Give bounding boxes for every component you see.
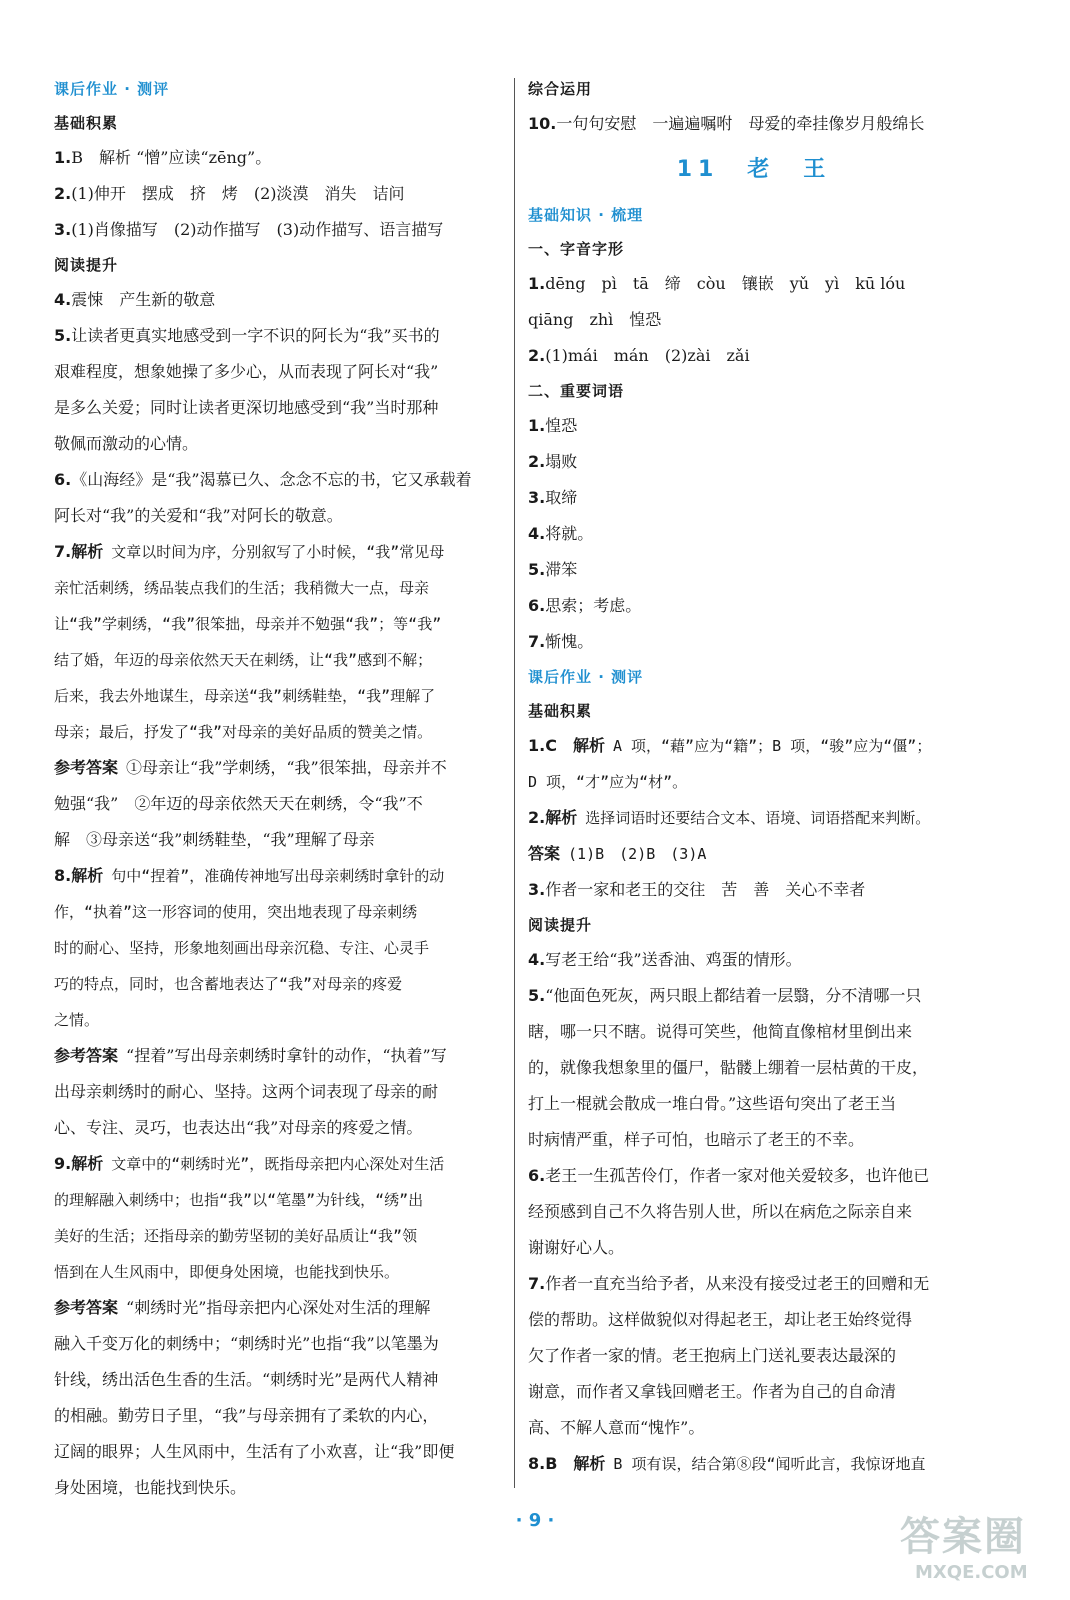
answer-item — [54, 212, 502, 248]
item-text: A 项，“藉”应为“籍”；B 项，“骏”应为“僵”； — [612, 737, 932, 755]
page-number: · 9 · — [515, 1510, 555, 1531]
answer-item — [54, 318, 502, 354]
text-line — [54, 930, 502, 966]
item-text: 的，就像我想象里的僵尸，骷髅上绷着一层枯黄的干皮， — [528, 1058, 929, 1077]
text-line — [528, 1374, 980, 1410]
lesson-title: 11 老 王 — [676, 157, 832, 182]
item-text: 针线，绣出活色生香的生活。“刺绣时光”是两代人精神 — [54, 1370, 439, 1389]
answer-item — [54, 282, 502, 318]
answer-item — [528, 266, 980, 302]
item-text: 融入千变万化的刺绣中；“刺绣时光”也指“我”以笔墨为 — [54, 1334, 439, 1353]
left-column — [54, 72, 502, 1506]
item-text: 出母亲刺绣时的耐心、坚持。这两个词表现了母亲的耐 — [54, 1082, 439, 1101]
item-number: 3. — [528, 880, 546, 899]
text-line — [528, 1086, 980, 1122]
answer-item — [528, 978, 980, 1014]
text-line — [528, 1230, 980, 1266]
item-number: 1. — [528, 416, 546, 435]
text-line — [54, 498, 502, 534]
text-line — [54, 1398, 502, 1434]
text-line — [528, 1302, 980, 1338]
item-text: 的相融。勤劳日子里，“我”与母亲拥有了柔软的内心， — [54, 1406, 439, 1425]
answer-item — [528, 106, 980, 142]
item-text: 惶恐 — [545, 416, 578, 435]
answer-item — [528, 552, 980, 588]
item-text: 塌败 — [545, 452, 578, 471]
item-text: 时的耐心、坚持，形象地刻画出母亲沉稳、专注、心灵手 — [54, 939, 430, 957]
item-text: 惭愧。 — [545, 632, 594, 651]
text-line — [54, 966, 502, 1002]
item-number: 1. — [54, 148, 72, 167]
item-text: 作，“执着”这一形容词的使用，突出地表现了母亲刺绣 — [54, 903, 418, 921]
item-label: 答案 — [528, 844, 561, 863]
item-number: 9. — [54, 1154, 72, 1173]
text-line — [54, 1182, 502, 1218]
section-heading: 基础知识 · 梳理 — [528, 206, 644, 224]
item-text: D 项，“才”应为“材”。 — [528, 773, 688, 791]
answer-item — [528, 1158, 980, 1194]
text-line — [54, 1326, 502, 1362]
item-text: 打上一棍就会散成一堆白骨。”这些语句突出了老王当 — [528, 1094, 897, 1113]
text-line — [528, 302, 980, 338]
item-text: 经预感到自己不久将告别人世，所以在病危之际亲自来 — [528, 1202, 913, 1221]
item-text: 文章中的“刺绣时光”，既指母亲把内心深处对生活 — [111, 1155, 445, 1173]
item-text: 滞笨 — [545, 560, 578, 579]
item-text: B 项有误，结合第⑧段“闻听此言，我惊讶地直 — [613, 1455, 926, 1473]
item-text: 后来，我去外地谋生，母亲送“我”刺绣鞋垫，“我”理解了 — [54, 687, 436, 705]
item-text: 句中“捏着”，准确传神地写出母亲刺绣时拿针的动 — [111, 867, 445, 885]
item-text: 作者一家和老王的交往 苦 善 关心不幸者 — [545, 880, 866, 899]
subsection-heading: 综合运用 — [528, 80, 593, 98]
item-number: 3. — [528, 488, 546, 507]
item-text: 敬佩而激动的心情。 — [54, 434, 199, 453]
item-text: 老王一生孤苦伶仃，作者一家对他关爱较多，也许他已 — [545, 1166, 930, 1185]
answer-item — [528, 836, 980, 872]
item-text: 艰难程度，想象她操了多少心，从而表现了阿长对“我” — [54, 362, 439, 381]
column-divider — [514, 78, 515, 1488]
answer-item — [528, 800, 980, 836]
text-line — [528, 1410, 980, 1446]
item-label: 解析 — [71, 866, 104, 885]
answer-item — [54, 858, 502, 894]
answer-item — [528, 1446, 980, 1482]
item-text: “刺绣时光”指母亲把内心深处对生活的理解 — [126, 1298, 431, 1317]
answer-item — [54, 1290, 502, 1326]
answer-item — [528, 1266, 980, 1302]
text-line — [54, 606, 502, 642]
answer-item — [54, 462, 502, 498]
item-text: (1)B (2)B (3)A — [568, 845, 707, 863]
text-line — [54, 678, 502, 714]
item-text: 辽阔的眼界；人生风雨中，生活有了小欢喜，让“我”即便 — [54, 1442, 455, 1461]
text-line — [54, 1218, 502, 1254]
answer-item — [54, 176, 502, 212]
item-number: 6. — [54, 470, 72, 489]
text-line — [54, 426, 502, 462]
item-text: 美好的生活；还指母亲的勤劳坚韧的美好品质让“我”领 — [54, 1227, 418, 1245]
item-number: 2. — [528, 808, 546, 827]
item-text: 欠了作者一家的情。老王抱病上门送礼要表达最深的 — [528, 1346, 897, 1365]
item-text: 母亲；最后，抒发了“我”对母亲的美好品质的赞美之情。 — [54, 723, 433, 741]
watermark-logo: 答案圈 — [900, 1514, 1026, 1560]
item-label: 解析 — [71, 542, 104, 561]
item-number: 8. — [54, 866, 72, 885]
text-line — [54, 894, 502, 930]
text-line — [54, 1074, 502, 1110]
item-label: 参考答案 — [54, 758, 119, 777]
item-number: 8. — [528, 1454, 546, 1473]
subsection-heading: 基础积累 — [54, 114, 119, 132]
item-number: 2. — [54, 184, 72, 203]
item-number: 6. — [528, 1166, 546, 1185]
item-number: 5. — [528, 560, 546, 579]
answer-item — [54, 534, 502, 570]
answer-item — [528, 480, 980, 516]
item-label: 参考答案 — [54, 1046, 119, 1065]
text-line — [54, 1002, 502, 1038]
item-text: ①母亲让“我”学刺绣，“我”很笨拙，母亲并不 — [126, 758, 447, 777]
item-text: B 解析 “憎”应读“zēng”。 — [71, 148, 272, 167]
item-text: 悟到在人生风雨中，即便身处困境，也能找到快乐。 — [54, 1263, 400, 1281]
answer-item — [528, 444, 980, 480]
answer-item — [54, 1146, 502, 1182]
text-line — [54, 1362, 502, 1398]
item-text: 文章以时间为序，分别叙写了小时候，“我”常见母 — [111, 543, 445, 561]
item-label: 解析 — [71, 1154, 104, 1173]
item-text: 选择词语时还要结合文本、语境、词语搭配来判断。 — [585, 809, 931, 827]
answer-item — [528, 728, 980, 764]
item-text: qiāng zhì 惶恐 — [528, 310, 662, 329]
subsection-heading: 基础积累 — [528, 702, 593, 720]
item-text: 勉强“我” ②年迈的母亲依然天天在刺绣，令“我”不 — [54, 794, 423, 813]
item-text: 思索；考虑。 — [545, 596, 642, 615]
text-line — [54, 1470, 502, 1506]
item-number: 4. — [54, 290, 72, 309]
item-text: 巧的特点，同时，也含蓄地表达了“我”对母亲的疼爱 — [54, 975, 403, 993]
text-line — [54, 786, 502, 822]
item-number: 1. — [528, 274, 546, 293]
text-line — [528, 1338, 980, 1374]
item-number: 1. — [528, 736, 546, 755]
section-heading: 课后作业 · 测评 — [528, 668, 644, 686]
text-line — [54, 570, 502, 606]
text-line — [54, 354, 502, 390]
item-number: 6. — [528, 596, 546, 615]
item-number: 2. — [528, 346, 546, 365]
item-text: 结了婚，年迈的母亲依然天天在刺绣，让“我”感到不解； — [54, 651, 433, 669]
answer-item — [54, 1038, 502, 1074]
answer-item — [54, 140, 502, 176]
item-text: 解 ③母亲送“我”刺绣鞋垫，“我”理解了母亲 — [54, 830, 375, 849]
item-text: (1)伸开 摆成 挤 烤 (2)淡漠 消失 诘问 — [71, 184, 405, 203]
item-number: 4. — [528, 950, 546, 969]
item-label: C 解析 — [545, 736, 605, 755]
answer-item — [528, 338, 980, 374]
item-number: 7. — [54, 542, 72, 561]
text-line — [54, 390, 502, 426]
item-label: 参考答案 — [54, 1298, 119, 1317]
right-column — [528, 72, 980, 1482]
item-text: 阿长对“我”的关爱和“我”对阿长的敬意。 — [54, 506, 343, 525]
text-line — [528, 1014, 980, 1050]
item-text: 偿的帮助。这样做貌似对得起老王，却让老王始终觉得 — [528, 1310, 913, 1329]
item-text: dēng pì tā 缔 còu 镶嵌 yǔ yì kū lóu — [545, 274, 906, 293]
answer-item — [528, 408, 980, 444]
answer-item — [528, 588, 980, 624]
item-text: “他面色死灰，两只眼上都结着一层翳，分不清哪一只 — [545, 986, 922, 1005]
item-text: 震悚 产生新的敬意 — [71, 290, 216, 309]
text-line — [54, 1434, 502, 1470]
item-label: 解析 — [545, 808, 578, 827]
text-line — [54, 714, 502, 750]
text-line — [54, 822, 502, 858]
item-number: 7. — [528, 632, 546, 651]
item-text: 的理解融入刺绣中；也指“我”以“笔墨”为针线，“绣”出 — [54, 1191, 424, 1209]
item-text: (1)mái mán (2)zài zǎi — [545, 346, 750, 365]
subsection-heading: 二、重要词语 — [528, 382, 625, 400]
subsection-heading: 阅读提升 — [54, 256, 119, 274]
item-text: (1)肖像描写 (2)动作描写 (3)动作描写、语言描写 — [71, 220, 444, 239]
answer-item — [54, 750, 502, 786]
item-text: 写老王给“我”送香油、鸡蛋的情形。 — [545, 950, 802, 969]
subsection-heading: 阅读提升 — [528, 916, 593, 934]
item-number: 5. — [54, 326, 72, 345]
text-line — [528, 1122, 980, 1158]
item-number: 3. — [54, 220, 72, 239]
item-text: 取缔 — [545, 488, 578, 507]
item-text: 是多么关爱；同时让读者更深切地感受到“我”当时那种 — [54, 398, 439, 417]
item-text: 瞎，哪一只不瞎。说得可笑些，他简直像棺材里倒出来 — [528, 1022, 913, 1041]
item-number: 7. — [528, 1274, 546, 1293]
watermark-url: MXQE.COM — [915, 1562, 1028, 1583]
answer-item — [528, 942, 980, 978]
item-text: 一句句安慰 一遍遍嘱咐 母爱的牵挂像岁月般绵长 — [556, 114, 925, 133]
item-text: 将就。 — [545, 524, 594, 543]
item-text: 时病情严重，样子可怕，也暗示了老王的不幸。 — [528, 1130, 865, 1149]
answer-item — [528, 624, 980, 660]
item-text: 高、不解人意而“愧怍”。 — [528, 1418, 705, 1437]
answer-item — [528, 516, 980, 552]
text-line — [54, 1110, 502, 1146]
item-text: 让“我”学刺绣，“我”很笨拙，母亲并不勉强“我”；等“我” — [54, 615, 442, 633]
section-heading: 课后作业 · 测评 — [54, 80, 170, 98]
item-number: 5. — [528, 986, 546, 1005]
text-line — [528, 1194, 980, 1230]
text-line — [54, 1254, 502, 1290]
item-text: 心、专注、灵巧，也表达出“我”对母亲的疼爱之情。 — [54, 1118, 423, 1137]
item-text: 作者一直充当给予者，从来没有接受过老王的回赠和无 — [545, 1274, 930, 1293]
item-text: 让读者更真实地感受到一字不识的阿长为“我”买书的 — [71, 326, 440, 345]
item-number: 4. — [528, 524, 546, 543]
item-text: 《山海经》是“我”渴慕已久、念念不忘的书，它又承载着 — [71, 470, 472, 489]
item-text: 谢意，而作者又拿钱回赠老王。作者为自己的自命清 — [528, 1382, 897, 1401]
answer-item — [528, 872, 980, 908]
item-text: “捏着”写出母亲刺绣时拿针的动作，“执着”写 — [126, 1046, 447, 1065]
item-text: 亲忙活刺绣，绣品装点我们的生活；我稍微大一点，母亲 — [54, 579, 430, 597]
text-line — [528, 1050, 980, 1086]
text-line — [54, 642, 502, 678]
text-line — [528, 764, 980, 800]
item-number: 10. — [528, 114, 557, 133]
item-number: 2. — [528, 452, 546, 471]
subsection-heading: 一、字音字形 — [528, 240, 625, 258]
item-label: B 解析 — [545, 1454, 606, 1473]
item-text: 谢谢好心人。 — [528, 1238, 625, 1257]
item-text: 之情。 — [54, 1011, 100, 1029]
item-text: 身处困境，也能找到快乐。 — [54, 1478, 247, 1497]
